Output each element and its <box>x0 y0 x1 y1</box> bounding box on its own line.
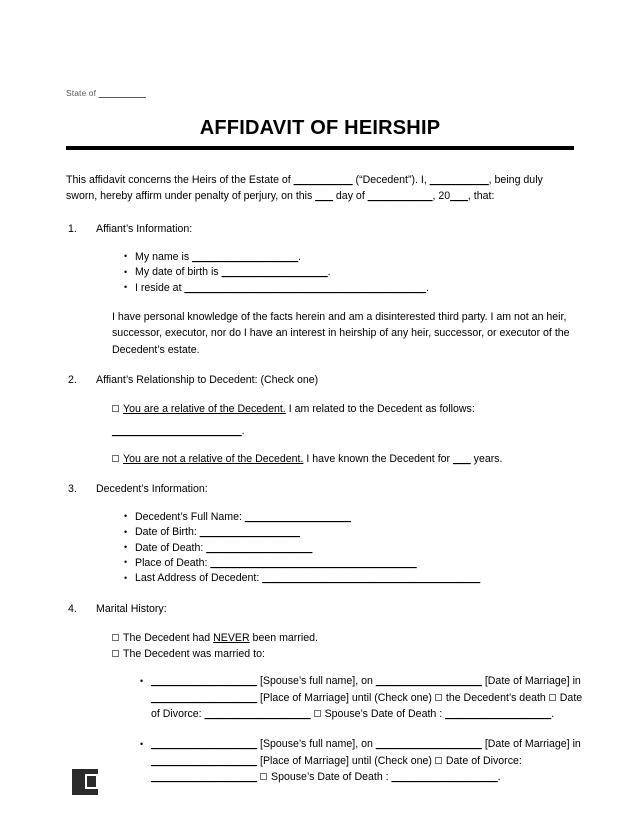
spouse-1-marriage-date-input[interactable]: __________________ <box>375 675 482 688</box>
section-relationship-to-decedent <box>66 372 574 481</box>
section-marital-history <box>66 601 583 786</box>
list-item <box>124 250 574 265</box>
spouse-1-marriage-place-label: [Place of Marriage] until (Check one) <box>257 691 435 704</box>
checkbox-icon[interactable] <box>112 634 119 641</box>
state-of-label: State of <box>66 88 99 98</box>
not-relative-text-a: I have known the Decedent for <box>303 452 454 465</box>
spouse-1-line-3-tail: . <box>551 707 555 720</box>
decedent-last-address-input[interactable]: _____________________________________ <box>262 572 481 585</box>
spouse-1-until-death-label: the Decedent’s death <box>445 691 549 704</box>
checkbox-icon[interactable] <box>112 650 119 657</box>
intro-paragraph <box>66 172 574 205</box>
checkbox-icon[interactable] <box>260 773 267 780</box>
never-married-post: been married. <box>249 631 318 644</box>
decedent-last-address-label: Last Address of Decedent: <box>135 572 263 585</box>
state-of-line <box>66 0 574 98</box>
relative-option-text: I am related to the Decedent as follows: <box>285 403 475 416</box>
spouse-2-line-3 <box>151 769 574 785</box>
affiant-name-tail: . <box>298 250 302 263</box>
affiant-dob-input[interactable]: __________________ <box>221 266 328 279</box>
decedent-dob-input[interactable]: _________________ <box>199 526 300 539</box>
affiant-residence-input[interactable]: _________________________________________ <box>184 281 427 294</box>
was-married-row[interactable] <box>112 646 574 662</box>
checkbox-icon[interactable] <box>314 710 321 717</box>
affiant-dob-tail: . <box>327 266 331 279</box>
year-blank[interactable]: ___ <box>450 190 468 203</box>
decedent-dod-label: Date of Death: <box>135 541 207 554</box>
checkbox-icon[interactable] <box>112 405 119 412</box>
spouse-2-name-label: [Spouse’s full name], on <box>257 738 376 751</box>
checkbox-icon[interactable] <box>112 455 119 462</box>
spouse-1-divorce-label-part1: Date <box>559 691 583 704</box>
section-4-heading: Marital History: <box>96 602 167 615</box>
not-relative-option-row[interactable] <box>112 451 574 467</box>
section-3-heading: Decedent’s Information: <box>96 482 208 495</box>
list-item <box>124 265 574 280</box>
title-divider <box>66 146 574 150</box>
relative-option-row[interactable] <box>112 401 574 417</box>
spouse-entry <box>140 673 583 722</box>
spouse-1-line-2 <box>151 690 583 706</box>
list-item <box>124 541 574 556</box>
spouse-1-divorce-date-input[interactable]: __________________ <box>204 707 311 720</box>
not-relative-option-label: You are not a relative of the Decedent. <box>123 452 304 465</box>
legal-templates-logo-icon <box>72 769 98 795</box>
month-blank[interactable]: ___________ <box>367 190 433 203</box>
relationship-description-input[interactable]: ______________________ <box>112 425 242 438</box>
relationship-description-row <box>112 423 574 439</box>
intro-part1: This affidavit concerns the Heirs of the Estate of <box>66 173 294 186</box>
relationship-description-tail: . <box>241 425 245 438</box>
section-decedent-information <box>66 481 574 601</box>
intro-part5: , 20 <box>432 190 451 203</box>
affiant-name-label: My name is <box>135 250 193 263</box>
spouse-1-marriage-place-input[interactable]: __________________ <box>151 691 258 704</box>
section-1-heading: Affiant’s Information: <box>96 222 193 235</box>
spouse-2-death-date-label: Spouse’s Date of Death : <box>271 771 392 784</box>
spouse-entry <box>140 736 581 785</box>
spouse-2-divorce-label: Date of Divorce: <box>445 754 522 767</box>
spouse-2-marriage-date-label: [Date of Marriage] in <box>481 738 581 751</box>
decedent-dod-input[interactable]: __________________ <box>206 541 313 554</box>
spouse-1-marriage-date-label: [Date of Marriage] in <box>481 675 581 688</box>
spouse-2-line-1 <box>151 736 581 752</box>
spouse-1-death-date-label: Spouse’s Date of Death : <box>324 707 446 720</box>
checkbox-icon[interactable] <box>435 694 442 701</box>
affiant-info-bullets <box>96 250 574 296</box>
day-blank[interactable]: ___ <box>315 190 333 203</box>
intro-part3: , being duly sworn, hereby affirm under penalty of perjury, on this <box>66 173 543 203</box>
never-keyword: NEVER <box>213 631 250 644</box>
section-2-heading: Affiant’s Relationship to Decedent: (Check one) <box>96 374 319 387</box>
list-item <box>124 571 574 586</box>
checkbox-icon[interactable] <box>549 694 556 701</box>
intro-part6: , that: <box>467 190 495 203</box>
not-relative-text-b: years. <box>470 452 503 465</box>
decedent-fullname-input[interactable]: __________________ <box>244 510 351 523</box>
spouse-1-name-label: [Spouse’s full name], on <box>257 675 376 688</box>
decedent-fullname-label: Decedent’s Full Name: <box>135 510 245 523</box>
spouse-2-name-input[interactable]: __________________ <box>151 738 258 751</box>
never-married-pre: The Decedent had <box>123 631 214 644</box>
spouse-2-marriage-date-input[interactable]: __________________ <box>375 738 482 751</box>
spouse-1-death-date-input[interactable]: __________________ <box>445 707 552 720</box>
spouse-1-line-3 <box>151 706 574 722</box>
affiant-name-blank[interactable]: __________ <box>429 173 489 186</box>
spouse-2-marriage-place-input[interactable]: __________________ <box>151 754 258 767</box>
spouse-entries <box>112 673 583 785</box>
spouse-1-name-input[interactable]: __________________ <box>151 675 258 688</box>
spouse-2-divorce-date-input[interactable]: __________________ <box>151 771 258 784</box>
was-married-label: The Decedent was married to: <box>123 647 265 660</box>
affiant-residence-tail: . <box>426 281 429 294</box>
years-known-input[interactable]: ___ <box>453 452 471 465</box>
spouse-1-divorce-label-part2: of Divorce: <box>151 707 205 720</box>
sections-list <box>66 221 583 786</box>
state-of-blank[interactable]: __________ <box>98 88 146 98</box>
never-married-row[interactable] <box>112 630 574 646</box>
spouse-2-death-date-input[interactable]: __________________ <box>391 771 498 784</box>
list-item <box>124 556 574 571</box>
decedent-info-bullets <box>96 510 574 587</box>
decedent-place-of-death-label: Place of Death: <box>135 556 211 569</box>
checkbox-icon[interactable] <box>435 757 442 764</box>
affiant-name-input[interactable]: __________________ <box>192 250 299 263</box>
decedent-dob-label: Date of Birth: <box>135 526 200 539</box>
intro-part2: (“Decedent”). I, <box>352 173 430 186</box>
disinterested-party-paragraph: I have personal knowledge of the facts herein and am a disinterested third party. I am not an heir, successor, executor, nor do I have an interest in heirship of any heir, successor, or executor of the Decedent’s estate. <box>112 310 570 356</box>
estate-of-blank[interactable]: __________ <box>293 173 353 186</box>
affiant-dob-label: My date of birth is <box>135 266 222 279</box>
list-item <box>124 281 574 296</box>
page-title: AFFIDAVIT OF HEIRSHIP <box>199 116 441 139</box>
affiant-residence-label: I reside at <box>135 281 185 294</box>
section-affiant-information <box>66 221 574 372</box>
spouse-2-marriage-place-label: [Place of Marriage] until (Check one) <box>257 754 435 767</box>
spouse-1-line-1 <box>151 673 581 689</box>
relative-option-label: You are a relative of the Decedent. <box>123 403 286 416</box>
spouse-2-line-3-tail: . <box>497 771 501 784</box>
list-item <box>124 510 574 525</box>
intro-part4: day of <box>332 190 368 203</box>
list-item <box>124 525 574 540</box>
decedent-place-of-death-input[interactable]: ___________________________________ <box>210 556 417 569</box>
spouse-2-line-2 <box>151 753 574 769</box>
